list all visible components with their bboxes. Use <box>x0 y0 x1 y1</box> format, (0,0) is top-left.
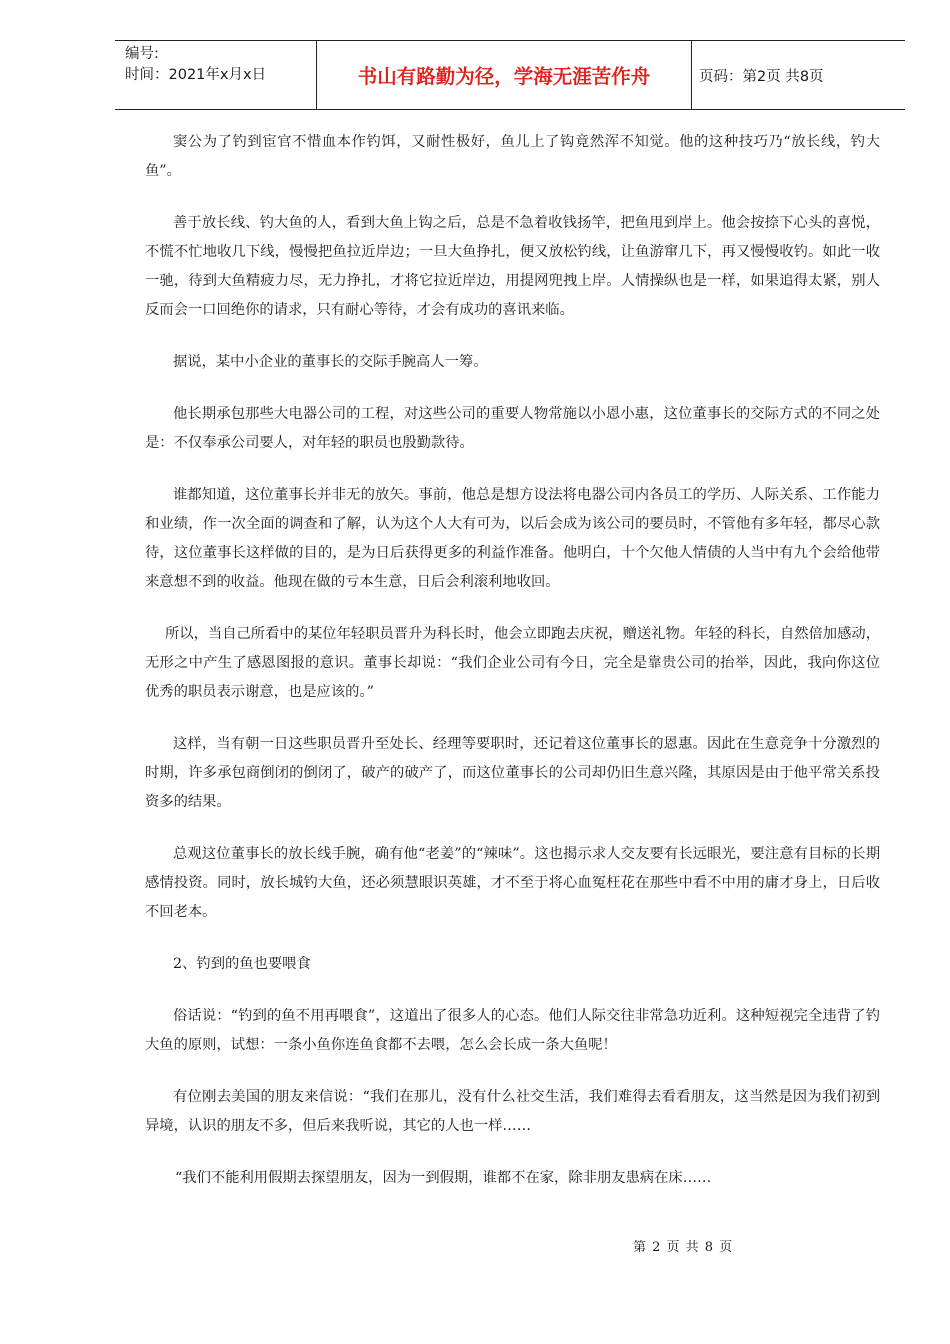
page-header <box>115 40 905 110</box>
header-motto: 书山有路勤为径，学海无涯苦作舟 <box>316 41 692 109</box>
paragraph: 他长期承包那些大电器公司的工程，对这些公司的重要人物常施以小恩小惠，这位董事长的交际方式的不同之处是：不仅奉承公司要人，对年轻的职员也殷勤款待。 <box>145 406 880 451</box>
section-heading: 2、钓到的鱼也要喂食 <box>173 956 311 972</box>
paragraph: 窦公为了钓到宦官不惜血本作钓饵，又耐性极好，鱼儿上了钩竟然浑不知觉。他的这种技巧乃“放长线，钓大鱼”。 <box>145 134 880 179</box>
document-number-label: 编号: <box>125 46 159 62</box>
paragraph: “我们不能利用假期去探望朋友，因为一到假期，谁都不在家，除非朋友患病在床…… <box>175 1170 712 1186</box>
paragraph: 俗话说：“钓到的鱼不用再喂食”，这道出了很多人的心态。他们人际交往非常急功近利。这种短视完全违背了钓大鱼的原则，试想：一条小鱼你连鱼食都不去喂，怎么会长成一条大鱼呢！ <box>145 1008 880 1053</box>
document-body <box>145 128 880 1193</box>
paragraph: 总观这位董事长的放长线手腕，确有他“老姜”的“辣味”。这也揭示求人交友要有长远眼光，要注意有目标的长期感情投资。同时，放长城钓大鱼，还必须慧眼识英雄，才不至于将心血冤枉花在那些中看不中用的庸才身上，日后收不回老本。 <box>145 846 880 920</box>
paragraph: 据说，某中小企业的董事长的交际手腕高人一筹。 <box>173 354 488 370</box>
paragraph: 这样，当有朝一日这些职员晋升至处长、经理等要职时，还记着这位董事长的恩惠。因此在生意竞争十分激烈的时期，许多承包商倒闭的倒闭了，破产的破产了，而这位董事长的公司却仍旧生意兴隆，其原因是由于他平常关系投资多的结果。 <box>145 736 880 810</box>
document-time-label: 时间：2021年x月x日 <box>125 67 267 83</box>
paragraph: 所以，当自己所看中的某位年轻职员晋升为科长时，他会立即跑去庆祝，赠送礼物。年轻的科长，自然倍加感动，无形之中产生了感恩图报的意识。董事长却说：“我们企业公司有今日，完全是靠贵公司的抬举，因此，我向你这位优秀的职员表示谢意，也是应该的。” <box>145 626 880 700</box>
paragraph: 有位刚去美国的朋友来信说：“我们在那儿，没有什么社交生活，我们难得去看看朋友，这当然是因为我们初到异境，认识的朋友不多，但后来我听说，其它的人也一样…… <box>145 1089 880 1134</box>
paragraph: 谁都知道，这位董事长并非无的放矢。事前，他总是想方设法将电器公司内各员工的学历、人际关系、工作能力和业绩，作一次全面的调查和了解，认为这个人大有可为，以后会成为该公司的要员时，不管他有多年轻，都尽心款待，这位董事长这样做的目的，是为日后获得更多的利益作准备。他明白，十个欠他人情债的人当中有九个会给他带来意想不到的收益。他现在做的亏本生意，日后会利滚利地收回。 <box>145 487 880 590</box>
page-footer: 第 2 页 共 8 页 <box>633 1240 734 1255</box>
paragraph: 善于放长线、钓大鱼的人，看到大鱼上钩之后，总是不急着收钱扬竿，把鱼甩到岸上。他会按捺下心头的喜悦，不慌不忙地收几下线，慢慢把鱼拉近岸边；一旦大鱼挣扎，便又放松钓线，让鱼游窜几下，再又慢慢收钓。如此一收一驰，待到大鱼精疲力尽，无力挣扎，才将它拉近岸边，用提网兜拽上岸。人情操纵也是一样，如果追得太紧，别人反而会一口回绝你的请求，只有耐心等待，才会有成功的喜讯来临。 <box>145 215 880 318</box>
header-meta <box>115 41 316 109</box>
header-page-code: 页码：第2页 共8页 <box>699 68 824 85</box>
